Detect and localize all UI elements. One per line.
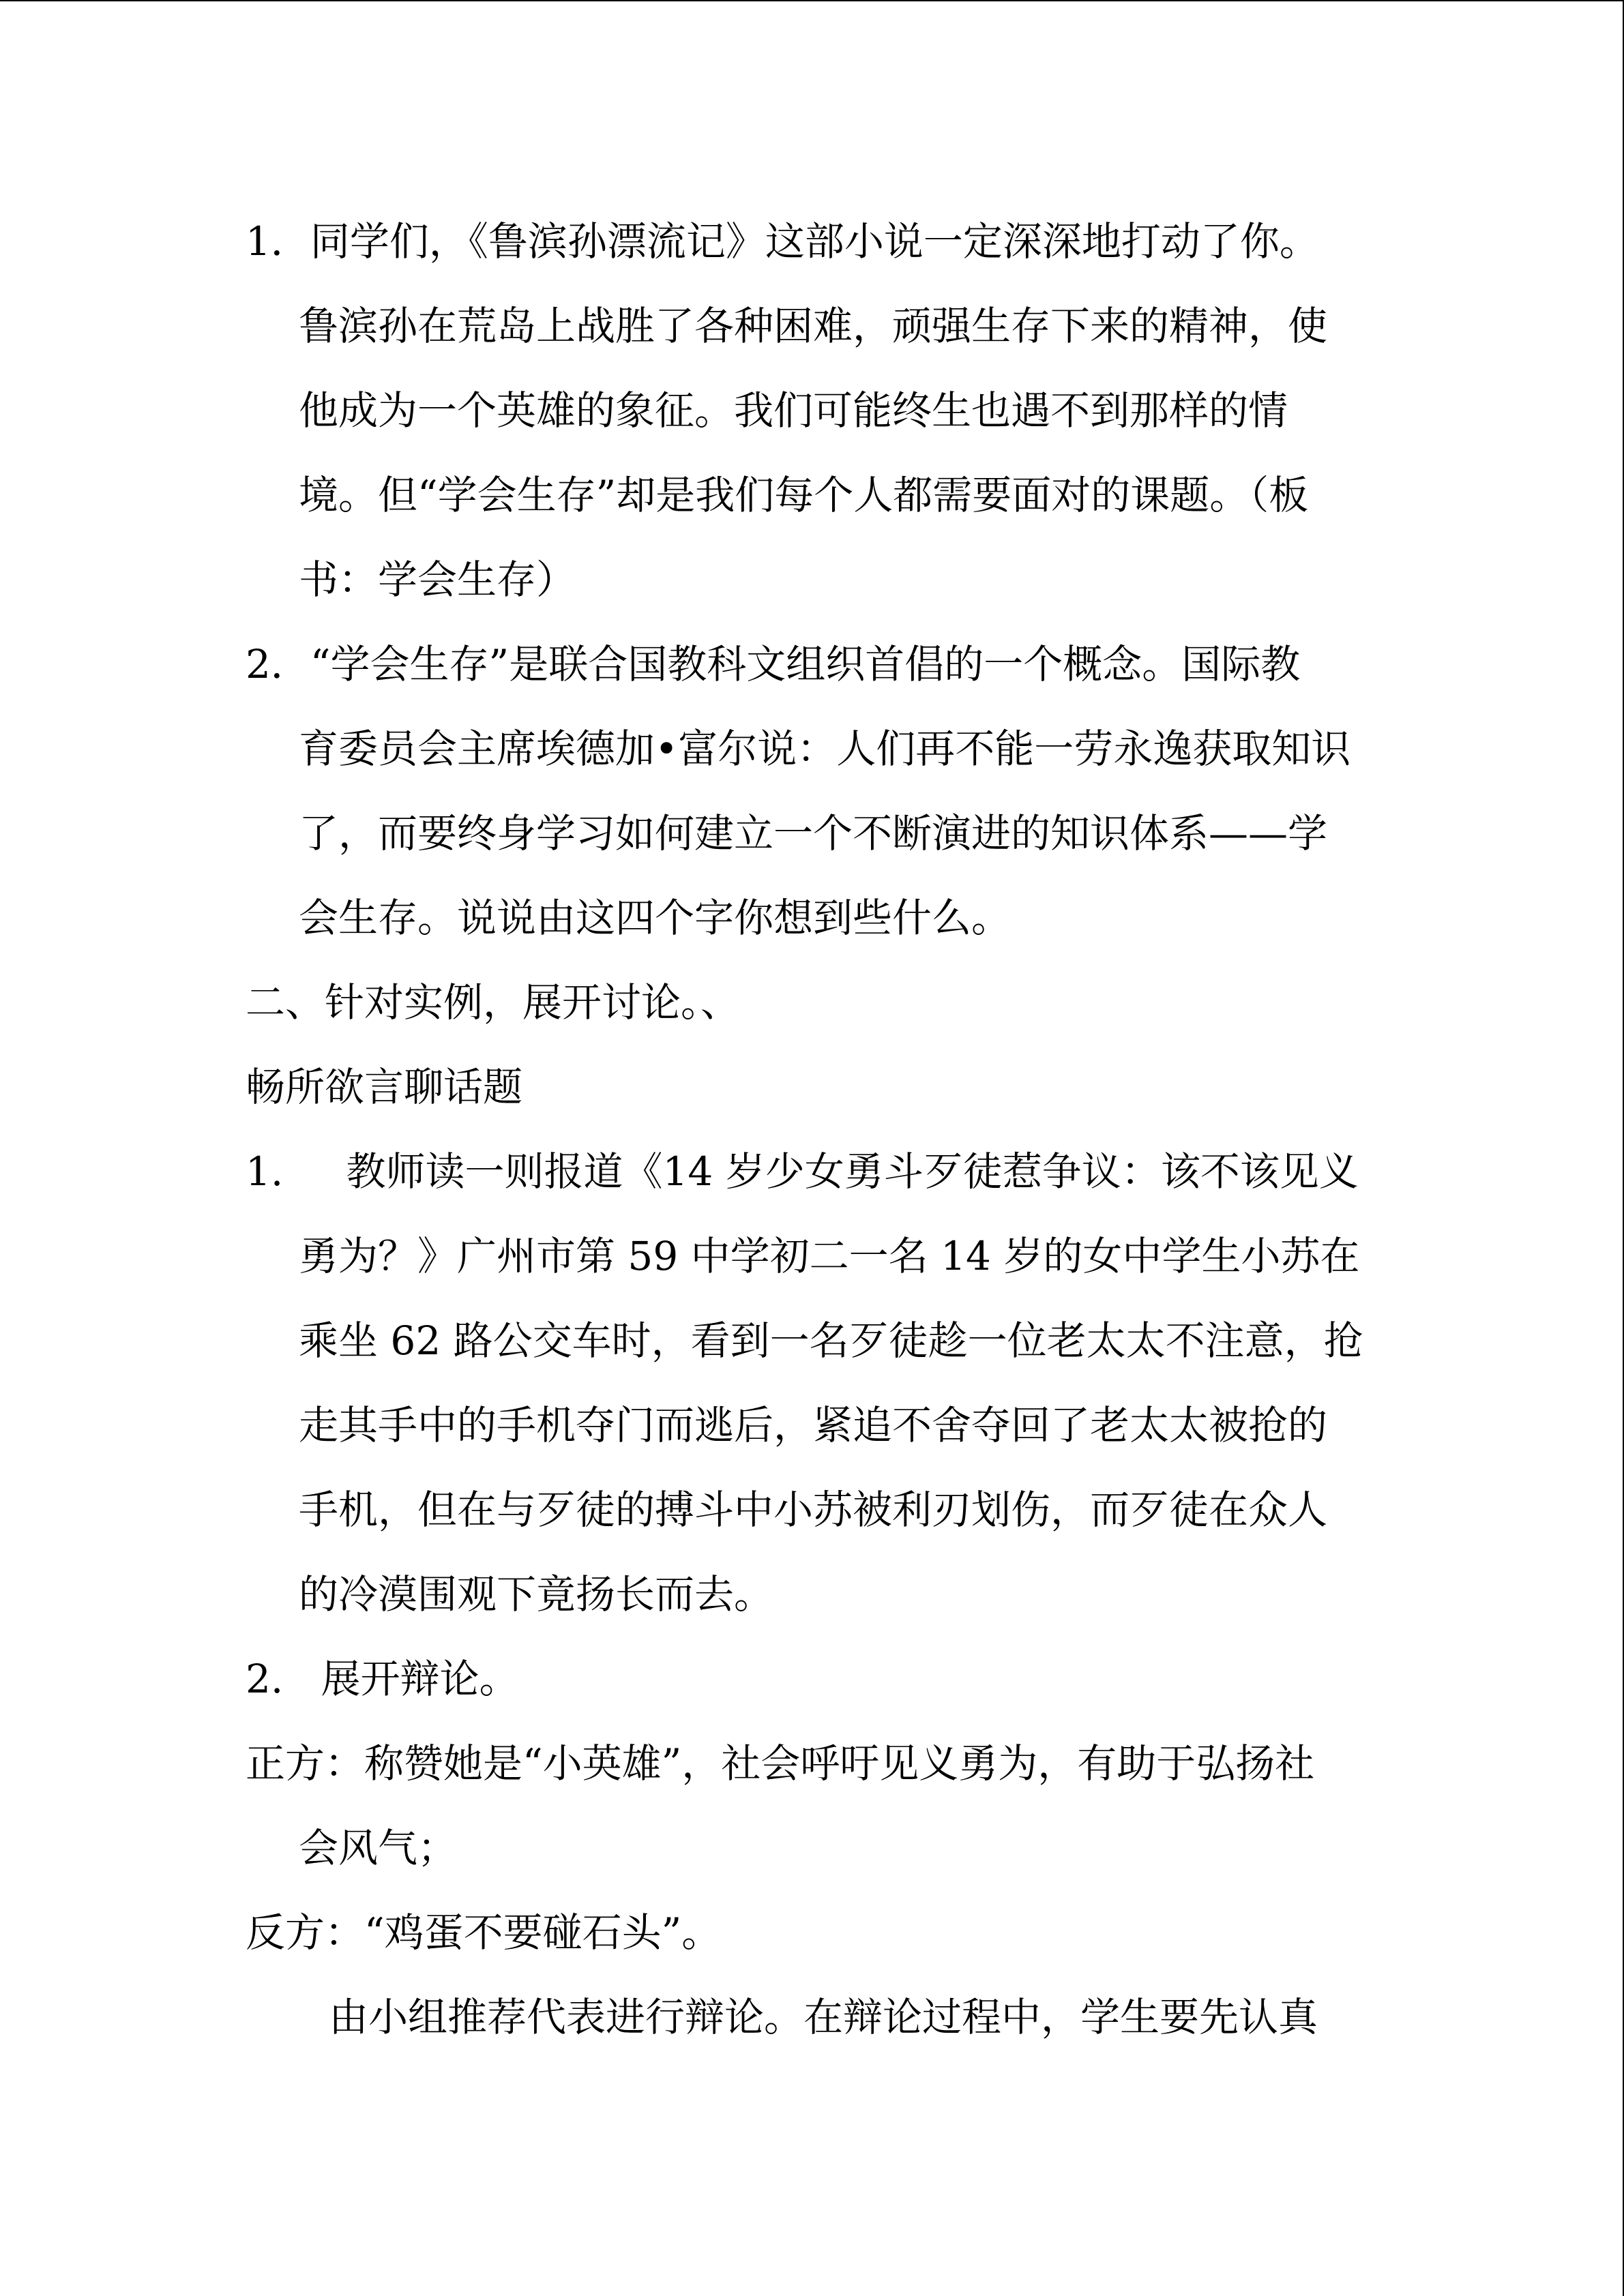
text-line: 1. 教师读一则报道《14 岁少女勇斗歹徒惹争议：该不该见义 bbox=[246, 1148, 1359, 1195]
text-line: 2. 展开辩论。 bbox=[246, 1656, 519, 1702]
text-line: 育委员会主席埃德加•富尔说：人们再不能一劳永逸获取知识 bbox=[299, 726, 1351, 772]
text-line: 会风气； bbox=[299, 1825, 458, 1871]
text-line: 走其手中的手机夺门而逃后，紧追不舍夺回了老太太被抢的 bbox=[299, 1402, 1328, 1448]
text-line: 2．“学会生存”是联合国教科文组织首倡的一个概念。国际教 bbox=[246, 641, 1301, 687]
document-body bbox=[246, 199, 1391, 2059]
text-line: 书：学会生存） bbox=[299, 556, 576, 603]
text-line: 了，而要终身学习如何建立一个不断演进的知识体系——学 bbox=[299, 810, 1328, 856]
section-heading: 二、针对实例，展开讨论。、 bbox=[246, 979, 741, 1026]
subsection-heading: 畅所欲言聊话题 bbox=[246, 1064, 523, 1110]
text-line: 手机，但在与歹徒的搏斗中小苏被利刃划伤，而歹徒在众人 bbox=[299, 1487, 1328, 1533]
text-line: 由小组推荐代表进行辩论。在辩论过程中，学生要先认真 bbox=[329, 1994, 1318, 2040]
text-line: 勇为？》广州市第 59 中学初二一名 14 岁的女中学生小苏在 bbox=[299, 1233, 1360, 1279]
text-line: 的冷漠围观下竟扬长而去。 bbox=[299, 1571, 774, 1617]
text-line: 鲁滨孙在荒岛上战胜了各种困难，顽强生存下来的精神，使 bbox=[299, 303, 1328, 349]
text-line: 他成为一个英雄的象征。我们可能终生也遇不到那样的情 bbox=[299, 387, 1288, 434]
text-line: 会生存。说说由这四个字你想到些什么。 bbox=[299, 895, 1012, 941]
text-line: 1．同学们，《鲁滨孙漂流记》这部小说一定深深地打动了你。 bbox=[246, 218, 1319, 265]
text-line: 正方：称赞她是“小英雄”，社会呼吁见义勇为，有助于弘扬社 bbox=[246, 1740, 1315, 1787]
text-line: 乘坐 62 路公交车时，看到一名歹徒趁一位老太太不注意，抢 bbox=[299, 1317, 1363, 1364]
text-line: 境。但“学会生存”却是我们每个人都需要面对的课题。（板 bbox=[299, 472, 1309, 518]
text-line: 反方：“鸡蛋不要碰石头”。 bbox=[246, 1909, 722, 1956]
